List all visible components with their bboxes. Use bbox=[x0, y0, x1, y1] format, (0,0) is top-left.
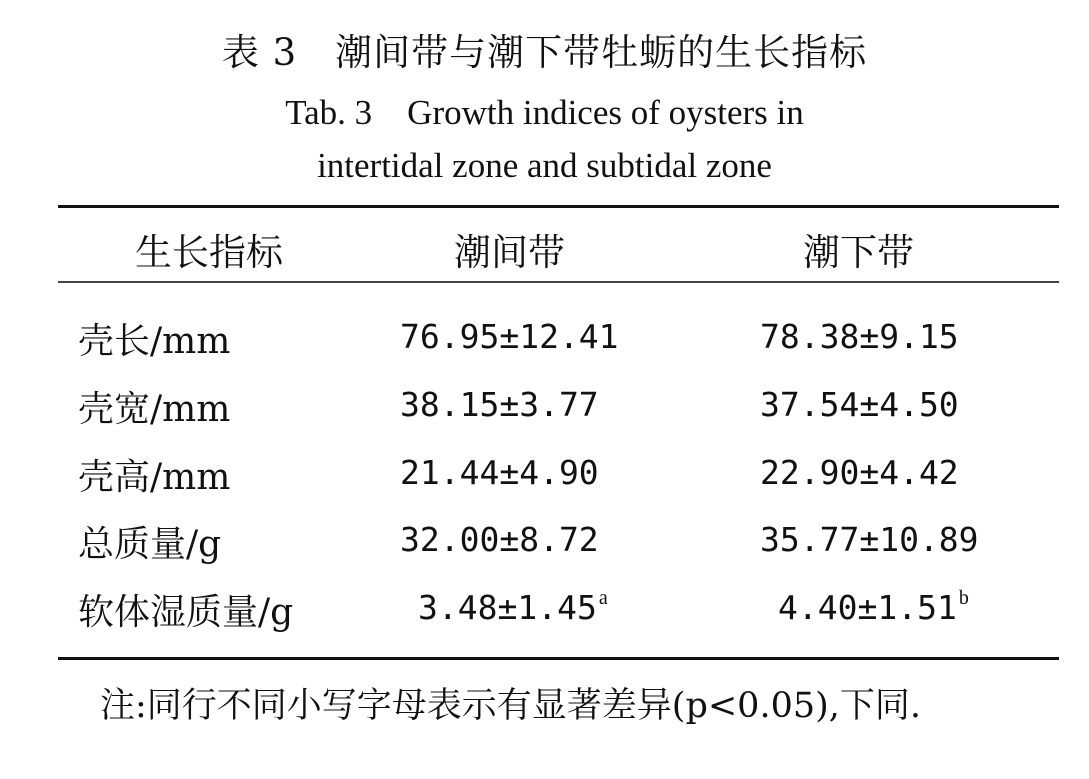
row-label: 壳高/mm bbox=[78, 457, 231, 498]
header-growth-index: 生长指标 bbox=[135, 231, 283, 274]
header-subtidal: 潮下带 bbox=[803, 231, 914, 274]
subtidal-value: 22.90±4.42 bbox=[760, 453, 959, 492]
table-row bbox=[0, 516, 1089, 566]
intertidal-value: 21.44±4.90 bbox=[400, 453, 599, 492]
header-intertidal: 潮间带 bbox=[454, 231, 565, 274]
table-row bbox=[0, 449, 1089, 499]
table-title-en-line2: intertidal zone and subtidal zone bbox=[317, 146, 772, 185]
table-footnote: 注:同行不同小写字母表示有显著差异(p<0.05),下同. bbox=[100, 686, 922, 726]
row-label: 总质量/g bbox=[78, 524, 222, 565]
row-label: 软体湿质量/g bbox=[78, 592, 294, 633]
row-label: 壳宽/mm bbox=[78, 389, 231, 430]
table-top-rule bbox=[58, 205, 1059, 208]
table-title-en-line1: Tab. 3 Growth indices of oysters in bbox=[285, 93, 804, 132]
subtidal-value: 37.54±4.50 bbox=[760, 385, 959, 424]
intertidal-value: 38.15±3.77 bbox=[400, 385, 599, 424]
intertidal-value: 32.00±8.72 bbox=[400, 520, 599, 559]
subtidal-value: 4.40±1.51 $^b$ bbox=[778, 587, 969, 627]
row-label: 壳长/mm bbox=[78, 321, 231, 362]
table-row bbox=[0, 584, 1089, 634]
intertidal-value: 76.95±12.41 bbox=[400, 317, 619, 356]
subtidal-value: 78.38±9.15 bbox=[760, 317, 959, 356]
significance-letter: a bbox=[598, 587, 608, 609]
table-header-rule bbox=[58, 281, 1059, 283]
subtidal-value: 35.77±10.89 bbox=[760, 520, 979, 559]
table-title-cn: 表 3 潮间带与潮下带牡蛎的生长指标 bbox=[221, 31, 868, 74]
table-row bbox=[0, 313, 1089, 363]
intertidal-value: 3.48±1.45 $^a$ bbox=[418, 587, 608, 627]
significance-letter: b bbox=[958, 587, 969, 609]
table-row bbox=[0, 381, 1089, 431]
table-bottom-rule bbox=[58, 657, 1059, 660]
